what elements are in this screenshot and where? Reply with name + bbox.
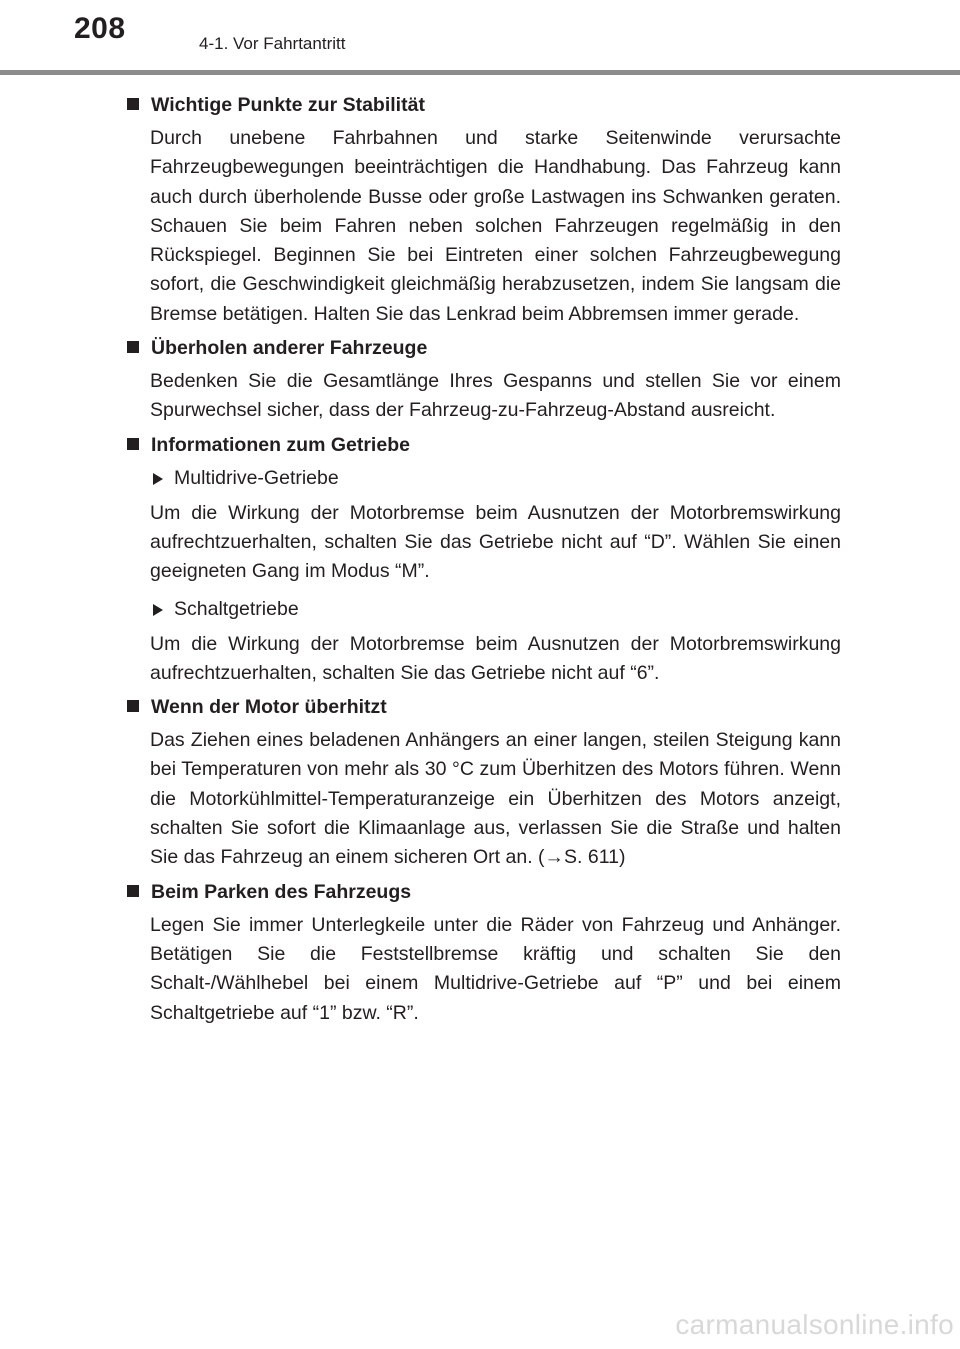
square-bullet-icon <box>127 700 139 712</box>
section-title: Überholen anderer Fahrzeuge <box>151 337 428 360</box>
watermark: carmanualsonline.info <box>675 1309 954 1340</box>
section-reference: 4-1. Vor Fahrtantritt <box>199 34 346 53</box>
subsection-paragraph: Um die Wirkung der Motorbremse beim Ausnutzen der Motorbremswirkung aufrechtzuerhalten, schalten Sie das Getriebe nicht auf “D”. Wählen Sie einen geeigneten Gang im Modus “M”. <box>150 501 841 583</box>
page-header <box>0 0 960 80</box>
section-heading <box>127 337 841 359</box>
square-bullet-icon <box>127 885 139 897</box>
subsection-label: Schaltgetriebe <box>174 597 299 620</box>
section-overheating <box>127 696 841 872</box>
section-title: Beim Parken des Fahrzeugs <box>151 880 412 903</box>
square-bullet-icon <box>127 438 139 450</box>
section-title: Wichtige Punkte zur Stabilität <box>151 94 425 116</box>
square-bullet-icon <box>127 341 139 353</box>
section-heading <box>127 434 841 456</box>
section-title: Informationen zum Getriebe <box>151 433 410 456</box>
section-paragraph: Bedenken Sie die Gesamtlänge Ihres Gespanns und stellen Sie vor einem Spurwechsel sicher, dass der Fahrzeug-zu-Fahrzeug-Abstand ausreicht. <box>150 370 841 422</box>
subsection-paragraph: Um die Wirkung der Motorbremse beim Ausnutzen der Motorbremswirkung aufrechtzuerhalten, schalten Sie das Getriebe nicht auf “6”. <box>150 632 841 684</box>
triangle-bullet-icon <box>153 604 163 616</box>
section-paragraph: Legen Sie immer Unterlegkeile unter die Räder von Fahrzeug und Anhänger. Betätigen Sie die Feststellbremse kräftig und schalten Sie den Schalt-/Wählhebel bei einem Multidrive-Getriebe auf “P” und bei einem Schaltgetriebe auf “1” bzw. “R”. <box>150 913 841 1024</box>
section-transmission <box>127 434 841 688</box>
section-heading <box>127 881 841 903</box>
page-content <box>127 94 841 1028</box>
page-number: 208 <box>74 12 126 45</box>
subsection-label-manual <box>153 595 841 624</box>
section-heading <box>127 696 841 718</box>
section-parking <box>127 881 841 1028</box>
section-heading <box>127 94 841 116</box>
subsection-label-multidrive <box>153 464 841 493</box>
triangle-bullet-icon <box>153 473 163 485</box>
section-paragraph: Durch unebene Fahrbahnen und starke Seitenwinde verursachte Fahrzeugbewegungen beeinträchtigen die Handhabung. Das Fahrzeug kann auch durch überholende Busse oder große Lastwagen ins Schwanken geraten. Schauen Sie beim Fahren neben solchen Fahrzeugen regelmäßig in den Rückspiegel. Beginnen Sie bei Eintreten einer solchen Fahrzeugbewegung sofort, die Geschwindigkeit gleichmäßig herabzusetzen, indem Sie langsam die Bremse betätigen. Halten Sie das Lenkrad beim Abbremsen immer gerade. <box>150 127 841 325</box>
section-overtaking <box>127 337 841 426</box>
square-bullet-icon <box>127 98 139 110</box>
section-stability <box>127 94 841 329</box>
section-title: Wenn der Motor überhitzt <box>151 696 387 719</box>
header-divider <box>0 70 960 75</box>
section-paragraph: Das Ziehen eines beladenen Anhängers an einer langen, steilen Steigung kann bei Temperaturen von mehr als 30 °C zum Überhitzen des Motors führen. Wenn die Motorkühlmittel-Temperaturanzeige ein Überhitzen des Motors anzeigt, schalten Sie sofort die Klimaanlage aus, verlassen Sie die Straße und halten Sie das Fahrzeug an einem sicheren Ort an. (→S. 611) <box>150 729 841 869</box>
subsection-label: Multidrive-Getriebe <box>174 466 339 489</box>
